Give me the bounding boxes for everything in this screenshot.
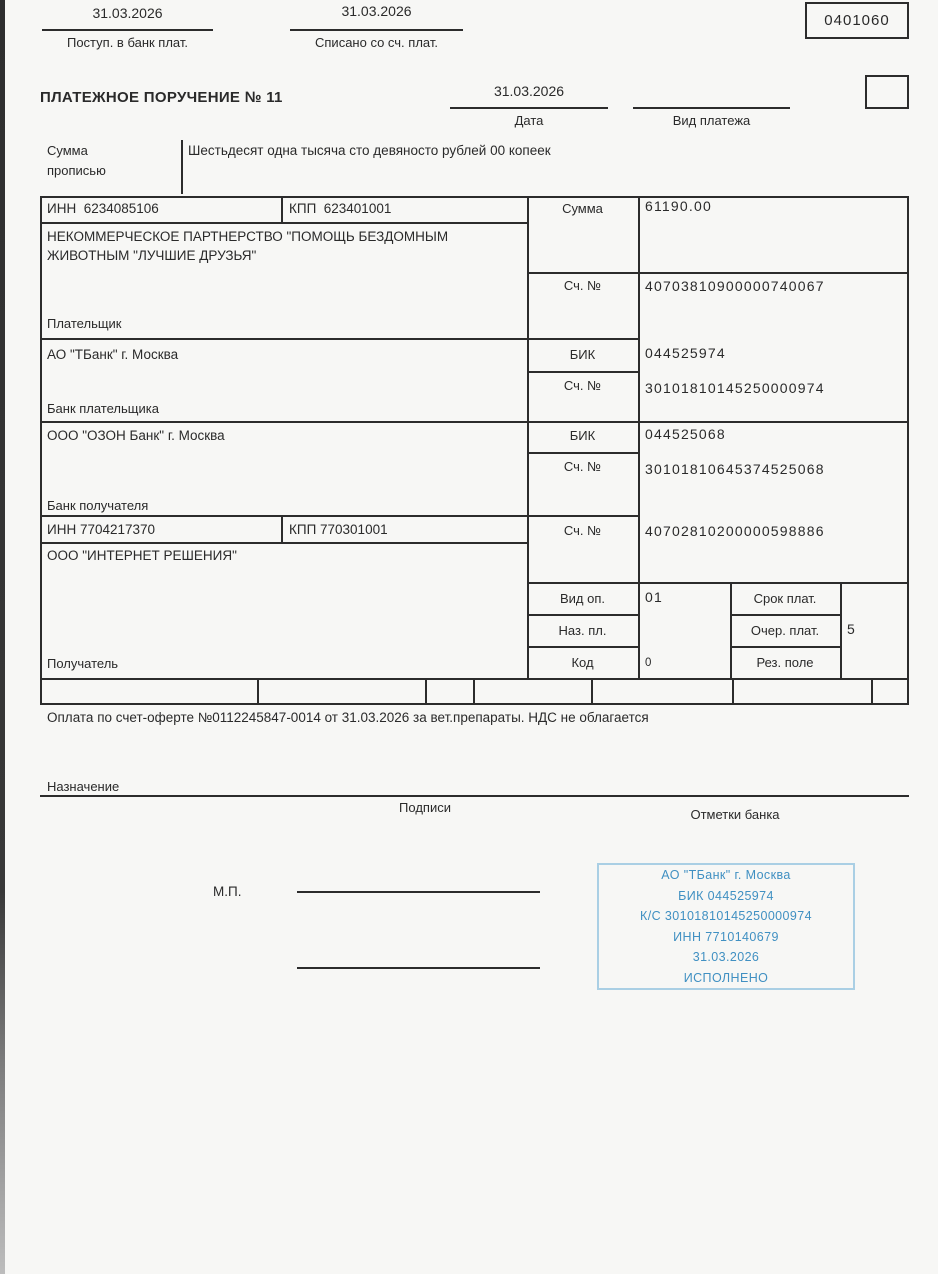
document-title: ПЛАТЕЖНОЕ ПОРУЧЕНИЕ № 11 <box>40 89 283 106</box>
bank-marks-label: Отметки банка <box>690 807 780 822</box>
purpose-kind-label: Наз. пл. <box>558 623 607 638</box>
table-border <box>871 678 873 703</box>
payment-type-label: Вид платежа <box>672 113 751 128</box>
table-border <box>591 678 593 703</box>
sum-value: 61190.00 <box>645 198 712 214</box>
table-border <box>281 196 283 224</box>
sum-label: Сумма <box>562 201 603 216</box>
table-border <box>40 338 640 340</box>
table-border <box>527 371 640 373</box>
debited-date: 31.03.2026 <box>341 3 412 19</box>
date-label: Дата <box>514 113 544 128</box>
payee-bank-bik-label: БИК <box>569 428 596 443</box>
table-border <box>730 646 842 648</box>
stamp-inn: ИНН 7710140679 <box>673 929 779 944</box>
amount-words-divider <box>181 140 183 194</box>
code-value: 0 <box>645 657 652 669</box>
payer-bank-name: АО "ТБанк" г. Москва <box>47 347 179 362</box>
payee-bank-label: Банк получателя <box>47 498 149 513</box>
stamp-bank-name: АО "ТБанк" г. Москва <box>661 868 791 882</box>
table-border <box>840 582 842 680</box>
amount-words-label-2: прописью <box>47 163 106 178</box>
payer-bank-account-value: 30101810145250000974 <box>645 380 825 396</box>
form-code: 0401060 <box>824 12 890 29</box>
payee-account-value: 40702810200000598886 <box>645 523 825 539</box>
table-border <box>40 515 640 517</box>
table-border <box>907 196 909 705</box>
payer-kpp: КПП 623401001 <box>289 201 392 216</box>
stamp-status: ИСПОЛНЕНО <box>683 970 769 985</box>
priority-value: 5 <box>847 621 856 637</box>
table-border <box>281 515 283 544</box>
table-border <box>527 452 640 454</box>
payer-bank-label: Банк плательщика <box>47 401 159 416</box>
purpose-underline <box>40 795 909 797</box>
payer-name-line1: НЕКОММЕРЧЕСКОЕ ПАРТНЕРСТВО "ПОМОЩЬ БЕЗДОМНЫМ <box>47 229 449 244</box>
table-border <box>638 196 640 680</box>
status-checkbox <box>865 75 909 109</box>
table-border <box>527 582 909 584</box>
payer-bank-bik-value: 044525974 <box>645 345 726 361</box>
document-date: 31.03.2026 <box>493 83 565 99</box>
payee-account-label: Сч. № <box>563 523 602 538</box>
table-border <box>527 614 640 616</box>
scan-edge-artifact <box>0 0 5 1274</box>
payee-bank-bik-value: 044525068 <box>645 426 726 442</box>
reserve-label: Рез. поле <box>756 655 814 670</box>
table-border <box>257 678 259 703</box>
purpose-label: Назначение <box>47 779 120 794</box>
table-border <box>40 222 527 224</box>
code-label: Код <box>571 655 594 670</box>
payee-label: Получатель <box>47 656 119 671</box>
debited-date-underline <box>290 29 463 31</box>
payee-bank-name: ООО "ОЗОН Банк" г. Москва <box>47 428 225 443</box>
payment-type-underline <box>633 107 790 109</box>
table-border <box>40 421 909 423</box>
payer-label: Плательщик <box>47 316 122 331</box>
op-type-label: Вид оп. <box>559 591 605 606</box>
table-border <box>527 272 909 274</box>
payer-name-line2: ЖИВОТНЫМ "ЛУЧШИЕ ДРУЗЬЯ" <box>47 248 257 263</box>
amount-in-words: Шестьдесят одна тысяча сто девяносто рублей 00 копеек <box>188 143 551 158</box>
received-date-underline <box>42 29 213 31</box>
table-border <box>732 678 734 703</box>
stamp-corr-account: К/С 30101810145250000974 <box>640 909 812 923</box>
stamp-bik: БИК 044525974 <box>678 888 774 903</box>
debited-date-label: Списано со сч. плат. <box>315 35 438 50</box>
payer-account-value: 40703810900000740067 <box>645 278 825 294</box>
payee-kpp: КПП 770301001 <box>289 522 388 537</box>
signature-line-2 <box>297 967 540 969</box>
received-date-label: Поступ. в банк плат. <box>66 35 188 50</box>
payer-account-label: Сч. № <box>563 278 602 293</box>
bank-stamp <box>597 863 855 990</box>
table-border <box>425 678 427 703</box>
priority-label: Очер. плат. <box>750 623 820 638</box>
payee-bank-account-value: 30101810645374525068 <box>645 461 825 477</box>
table-border <box>473 678 475 703</box>
payer-bank-account-label: Сч. № <box>563 378 602 393</box>
payee-name: ООО "ИНТЕРНЕТ РЕШЕНИЯ" <box>47 548 237 563</box>
received-date: 31.03.2026 <box>92 5 163 21</box>
op-type-value: 01 <box>645 589 663 605</box>
table-border <box>40 196 909 198</box>
amount-words-label-1: Сумма <box>47 143 88 158</box>
payer-inn: ИНН 6234085106 <box>47 201 159 216</box>
signatures-label: Подписи <box>399 800 451 815</box>
form-code-box <box>805 2 909 39</box>
payee-inn: ИНН 7704217370 <box>47 522 156 537</box>
table-border <box>40 196 42 705</box>
table-border <box>730 614 842 616</box>
payment-purpose-text: Оплата по счет-оферте №0112245847-0014 от 31.03.2026 за вет.препараты. НДС не облагается <box>47 710 649 725</box>
seal-label: М.П. <box>213 884 242 899</box>
payee-bank-account-label: Сч. № <box>563 459 602 474</box>
due-date-label: Срок плат. <box>753 591 817 606</box>
stamp-date: 31.03.2026 <box>692 950 760 964</box>
table-border <box>40 542 527 544</box>
date-underline <box>450 107 608 109</box>
signature-line-1 <box>297 891 540 893</box>
table-border <box>527 646 640 648</box>
table-border <box>40 703 909 705</box>
payer-bank-bik-label: БИК <box>569 347 596 362</box>
